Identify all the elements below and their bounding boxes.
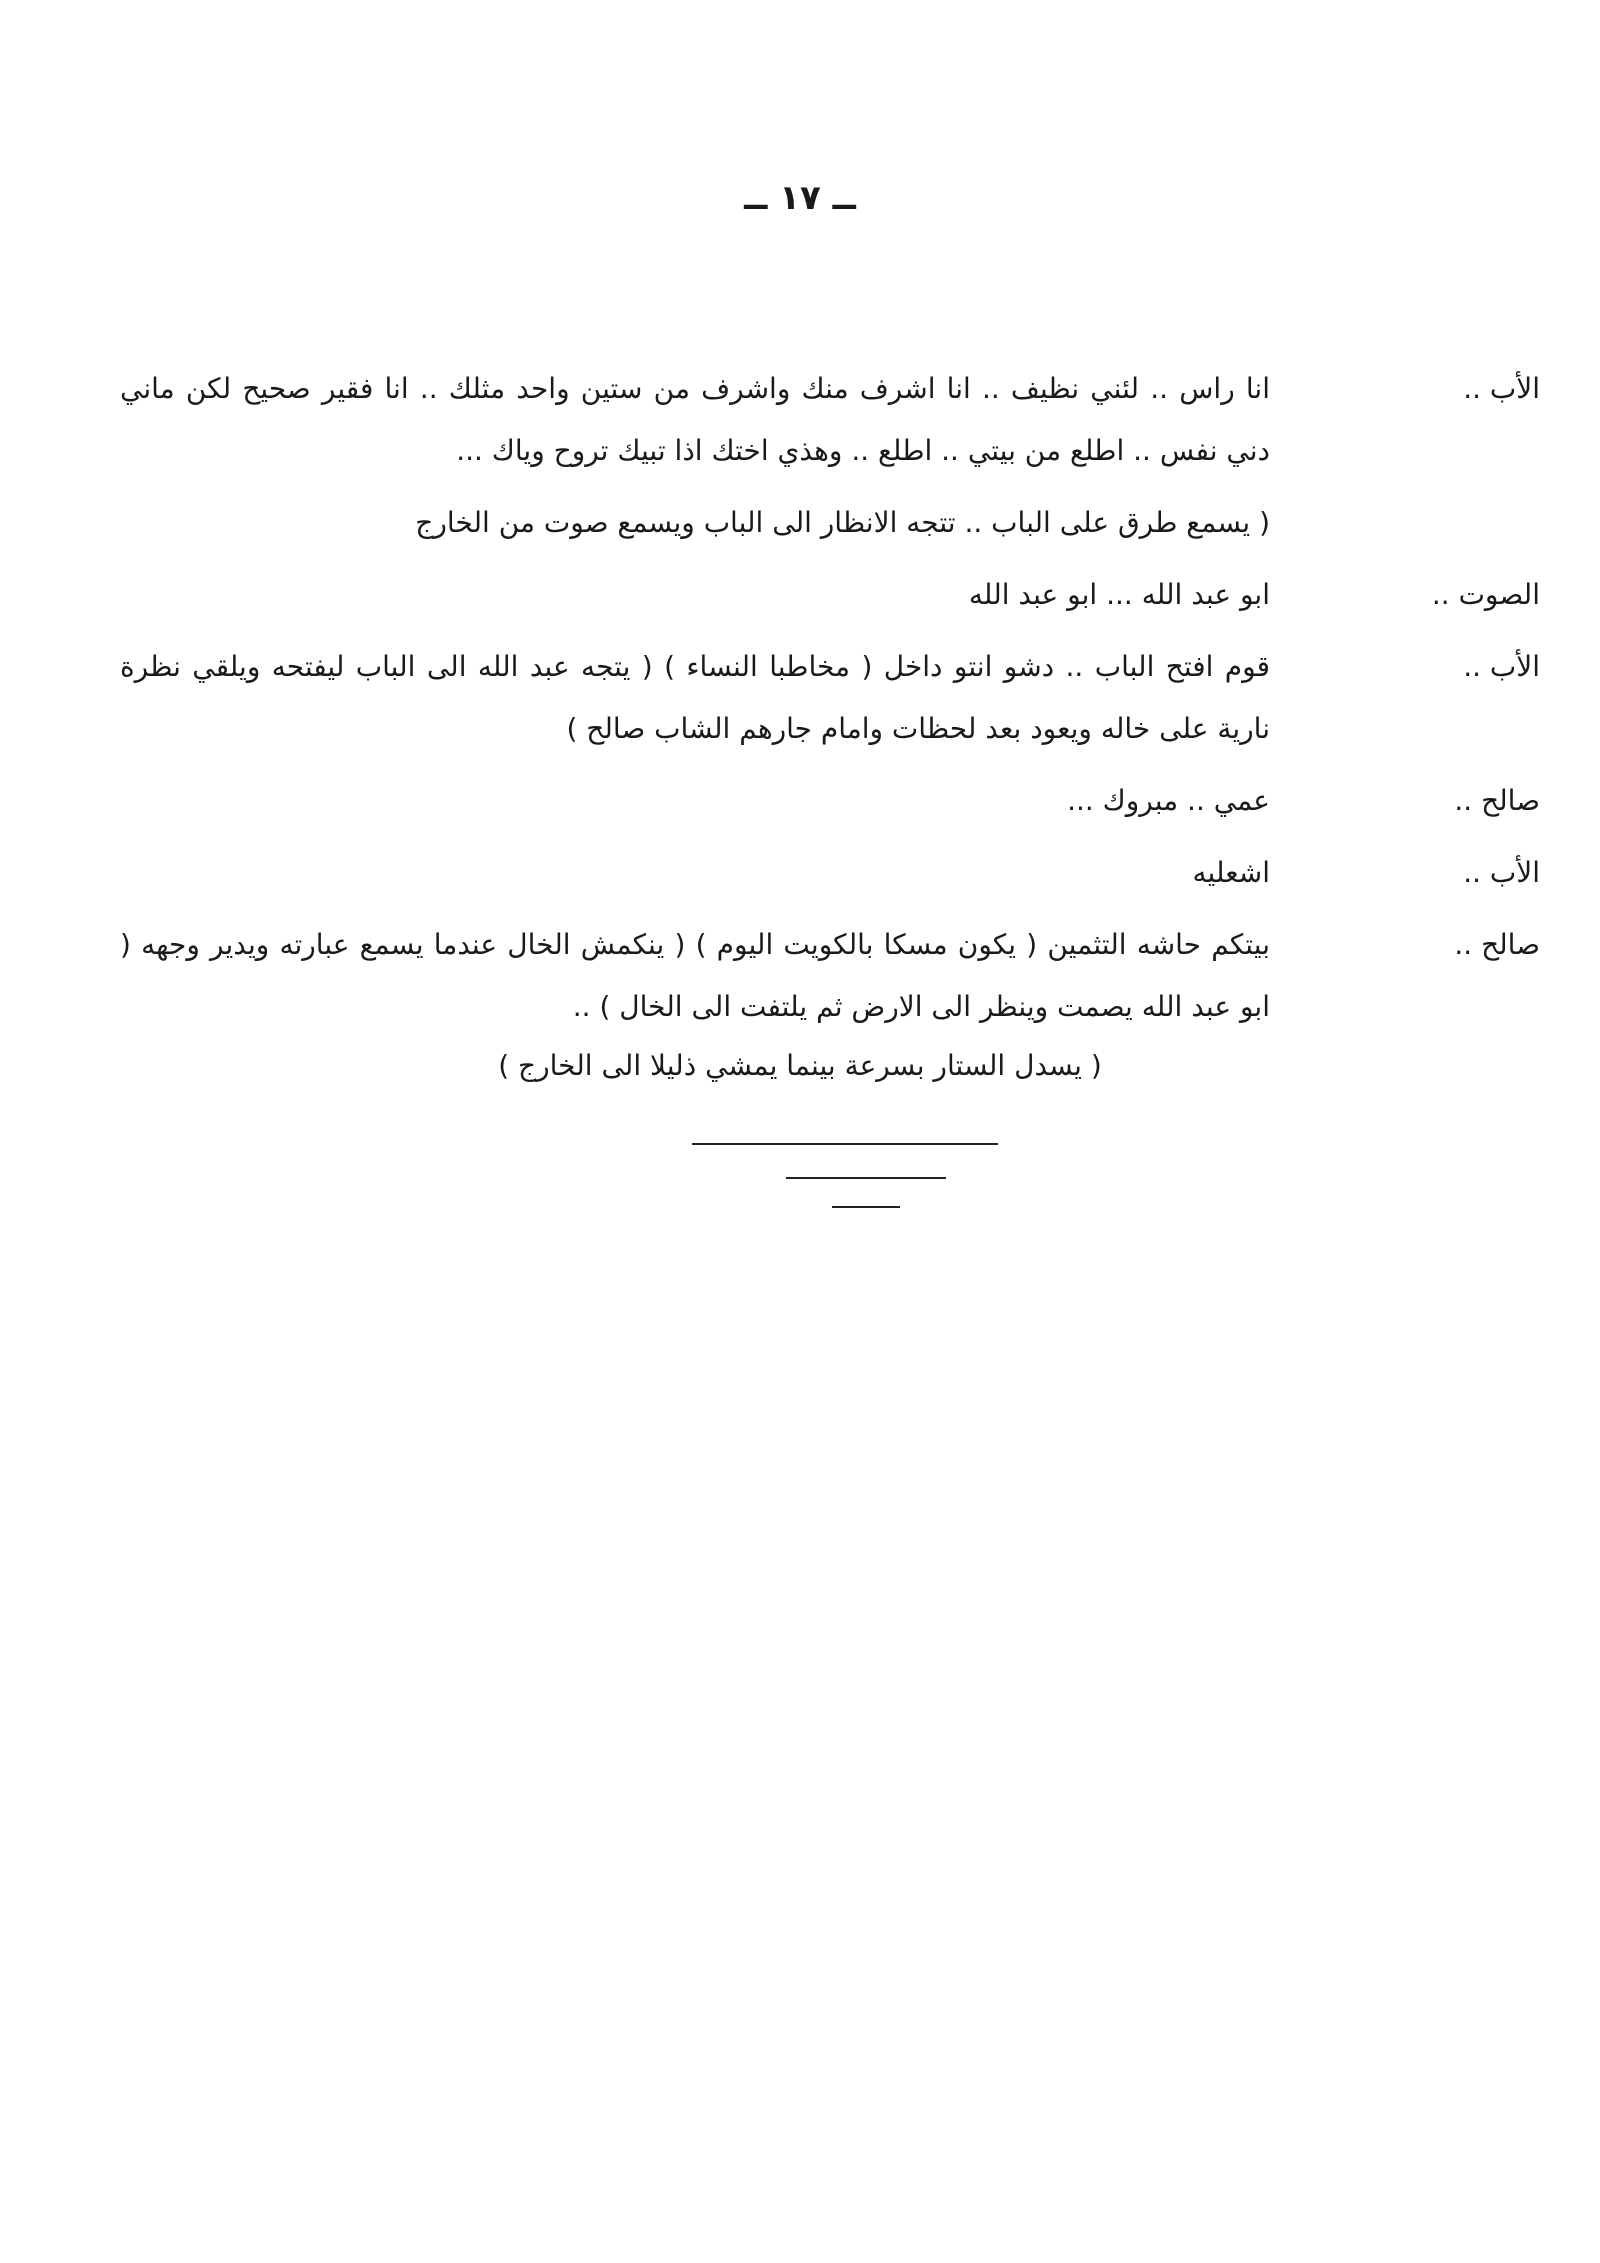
- dialogue-line: [120, 564, 1540, 626]
- speech-text: ابو عبد الله ... ابو عبد الله: [968, 578, 1270, 611]
- page-number: ــ ١٧ ــ: [744, 178, 856, 218]
- speaker-name: صالح ..: [1454, 784, 1540, 817]
- speech-text: انا راس .. لئني نظيف .. انا اشرف منك واشرف من ستين واحد مثلك .. انا فقير صحيح لكن ماني دني نفس .. اطلع من بيتي .. اطلع .. وهذي اختك اذا تبيك تروح وياك ...: [120, 372, 1270, 467]
- speaker-name: الأب ..: [1463, 650, 1540, 683]
- dialogue-line: [120, 636, 1540, 760]
- speaker-name: الأب ..: [1463, 856, 1540, 889]
- closing-stage-direction: ( يسدل الستار بسرعة بينما يمشي ذليلا الى الخارج ): [498, 1049, 1102, 1082]
- end-divider-short: [832, 1206, 900, 1208]
- stage-direction: [120, 492, 1540, 554]
- dialogue-line: [120, 914, 1540, 1038]
- speech-text: عمي .. مبروك ...: [1067, 784, 1270, 817]
- script-body: [120, 358, 1540, 1048]
- dialogue-line: [120, 358, 1540, 482]
- speech-text: بيتكم حاشه التثمين ( يكون مسكا بالكويت اليوم ) ( ينكمش الخال عندما يسمع عبارته ويدير وجهه ( ابو عبد الله يصمت وينظر الى الارض ثم يلتفت الى الخال ) ..: [120, 928, 1270, 1023]
- speaker-name: صالح ..: [1454, 928, 1540, 961]
- dialogue-line: [120, 842, 1540, 904]
- speech-text: اشعليه: [1192, 856, 1270, 889]
- speech-text: قوم افتح الباب .. دشو انتو داخل ( مخاطبا النساء ) ( يتجه عبد الله الى الباب ليفتحه ويلقي نظرة نارية على خاله ويعود بعد لحظات وامام جارهم الشاب صالح ): [120, 650, 1270, 745]
- end-divider-medium: [786, 1177, 946, 1179]
- speaker-name: الصوت ..: [1431, 578, 1540, 611]
- end-divider-long: [692, 1143, 998, 1145]
- speech-text: ( يسمع طرق على الباب .. تتجه الانظار الى الباب ويسمع صوت من الخارج: [415, 506, 1270, 539]
- speaker-name: الأب ..: [1463, 372, 1540, 405]
- dialogue-line: [120, 770, 1540, 832]
